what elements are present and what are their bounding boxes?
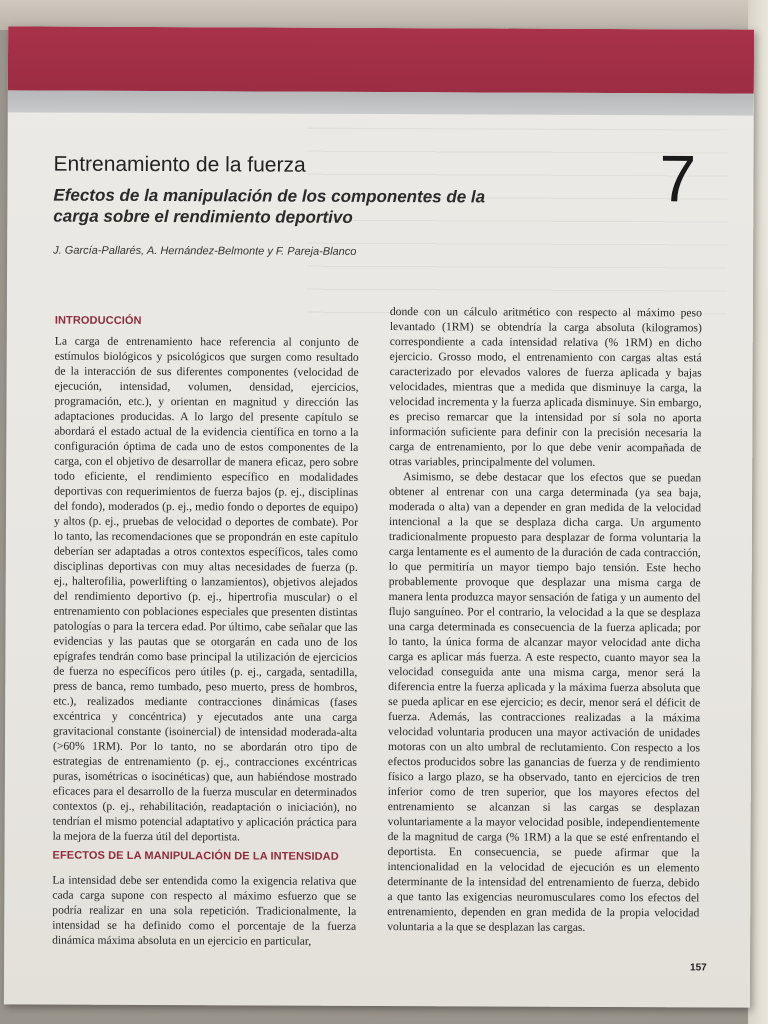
chapter-authors: J. García-Pallarés, A. Hernández-Belmonte y F. Pareja-Blanco bbox=[53, 244, 357, 258]
chapter-subtitle: Efectos de la manipulación de los componentes de la carga sobre el rendimiento deportivo bbox=[53, 185, 486, 227]
page-number: 157 bbox=[690, 962, 707, 974]
book-page bbox=[4, 26, 754, 1007]
left-column bbox=[53, 334, 359, 845]
header-gray-stripe bbox=[8, 90, 754, 115]
photo-background-top bbox=[0, 0, 768, 30]
section-heading-introduccion: INTRODUCCIÓN bbox=[54, 314, 142, 327]
chapter-header-band bbox=[8, 26, 754, 93]
intensity-paragraph: La intensidad debe ser entendida como la exigencia relativa que cada carga supone con respecto al máximo esfuerzo que se podría realizar en una sola repetición. Tradicionalmente, la intensidad se ha definido como el porcentaje de la fuerza dinámica máxima absoluta en un ejercicio en particular, bbox=[52, 873, 357, 948]
right-column bbox=[387, 304, 702, 935]
intro-paragraph: La carga de entrenamiento hace referencia al conjunto de estímulos biológicos y psicológicos que surgen como resultado de la interacción de sus diferentes componentes (velocidad de ejecución, intensidad, volumen, densidad, ejercicios, programación, etc.), y orientan en magnitud y dirección las adaptaciones producidas. A lo largo del presente capítulo se abordará el estado actual de la evidencia científica en torno a la configuración óptima de cada uno de estos componentes de la carga, con el objetivo de desarrollar de manera eficaz, pero sobre todo eficiente, el rendimiento específico en modalidades deportivas con requerimientos de fuerza bajos (p. ej., disciplinas del fondo), moderados (p. ej., medio fondo o deportes de equipo) y altos (p. ej., pruebas de velocidad o deportes de combate). Por lo tanto, las recomendaciones que se propondrán en este capítulo deberían ser adaptadas a otros contextos específicos, tales como disciplinas deportivas con muy altas necesidades de fuerza (p. ej., halterofilia, powerlifting o lanzamientos), objetivos alejados del rendimiento deportivo (p. ej., hipertrofia muscular) o el entrenamiento con poblaciones especiales que presenten distintas patologías o para la tercera edad. Por último, cabe señalar que las evidencias y las pautas que se otorgarán en cada uno de los epígrafes tendrán como base principal la utilización de ejercicios de fuerza no específicos pero útiles (p. ej., cargada, sentadilla, press de banca, remo tumbado, peso muerto, press de hombros, etc.), realizados mediante contracciones dinámicas (fases excéntrica y concéntrica) y ejecutados ante una carga gravitacional constante (isoinercial) de intensidad moderada-alta (>60% 1RM). Por lo tanto, no se abordarán otro tipo de estrategias de entrenamiento (p. ej., contracciones excéntricas puras, isométricas o isocinéticas) que, aun habiéndose mostrado eficaces para el desarrollo de la fuerza muscular en determinados contextos (p. ej., rehabilitación, readaptación o iniciación), no tendrían el mismo potencial adaptativo y aplicación práctica para la mejora de la fuerza útil del deportista. bbox=[52, 334, 359, 844]
chapter-title: Entrenamiento de la fuerza bbox=[53, 152, 306, 177]
chapter-number: 7 bbox=[659, 141, 697, 216]
section-heading-intensidad: EFECTOS DE LA MANIPULACIÓN DE LA INTENSIDAD bbox=[52, 849, 339, 863]
right-paragraph-1: donde con un cálculo aritmético con respecto al máximo peso levantado (1RM) se obtendría la carga absoluta (kilogramos) correspondiente a cada intensidad relativa (% 1RM) en dicho ejercicio. Grosso modo, el entrenamiento con cargas altas está caracterizado por elevados valores de fuerza aplicada y bajas velocidades, mientras que a medida que disminuye la carga, la velocidad incrementa y la fuerza aplicada disminuye. Sin embargo, es preciso remarcar que la intensidad por sí sola no aporta información suficiente para definir con la precisión necesaria la carga de entrenamiento, por lo que debe venir acompañada de otras variables, principalmente del volumen. bbox=[389, 305, 702, 469]
right-paragraph-2: Asimismo, se debe destacar que los efectos que se puedan obtener al entrenar con una carga determinada (ya sea baja, moderada o alta) van a depender en gran medida de la velocidad intencional a la que se desplaza dicha carga. Un argumento tradicionalmente propuesto para desplazar de forma voluntaria la carga lentamente es el aumento de la duración de cada contracción, lo que permitiría un mayor tiempo bajo tensión. Este hecho probablemente provoque que desplazar una misma carga de manera lenta produzca mayor sensación de fatiga y un aumento del flujo sanguíneo. Por el contrario, la velocidad a la que se desplaza una carga determinada es consecuencia de la fuerza aplicada; por lo tanto, la única forma de alcanzar mayor velocidad ante dicha carga es aplicar más fuerza. A este respecto, cuanto mayor sea la velocidad conseguida ante una misma carga, menor será la diferencia entre la fuerza aplicada y la máxima fuerza absoluta que se pueda aplicar en ese ejercicio; es decir, menor será el déficit de fuerza. Además, las contracciones realizadas a la máxima velocidad voluntaria producen una mayor activación de unidades motoras con un alto umbral de reclutamiento. Con respecto a los efectos producidos sobre las ganancias de fuerza y de rendimiento físico a largo plazo, se ha observado, tanto en ejercicios de tren inferior como de tren superior, que los mayores efectos del entrenamiento se alcanzan si las cargas se desplazan voluntariamente a la mayor velocidad posible, independientemente de la magnitud de carga (% 1RM) a la que se esté enfrentando el deportista. En consecuencia, se puede afirmar que la intencionalidad en la velocidad de ejecución es un elemento determinante de la intensidad del entrenamiento de fuerza, debido a que tanto las exigencias neuromusculares como los efectos del entrenamiento, dependen en gran medida de la propia velocidad voluntaria a la que se desplazan las cargas. bbox=[387, 470, 702, 934]
left-column-bottom bbox=[52, 873, 356, 949]
